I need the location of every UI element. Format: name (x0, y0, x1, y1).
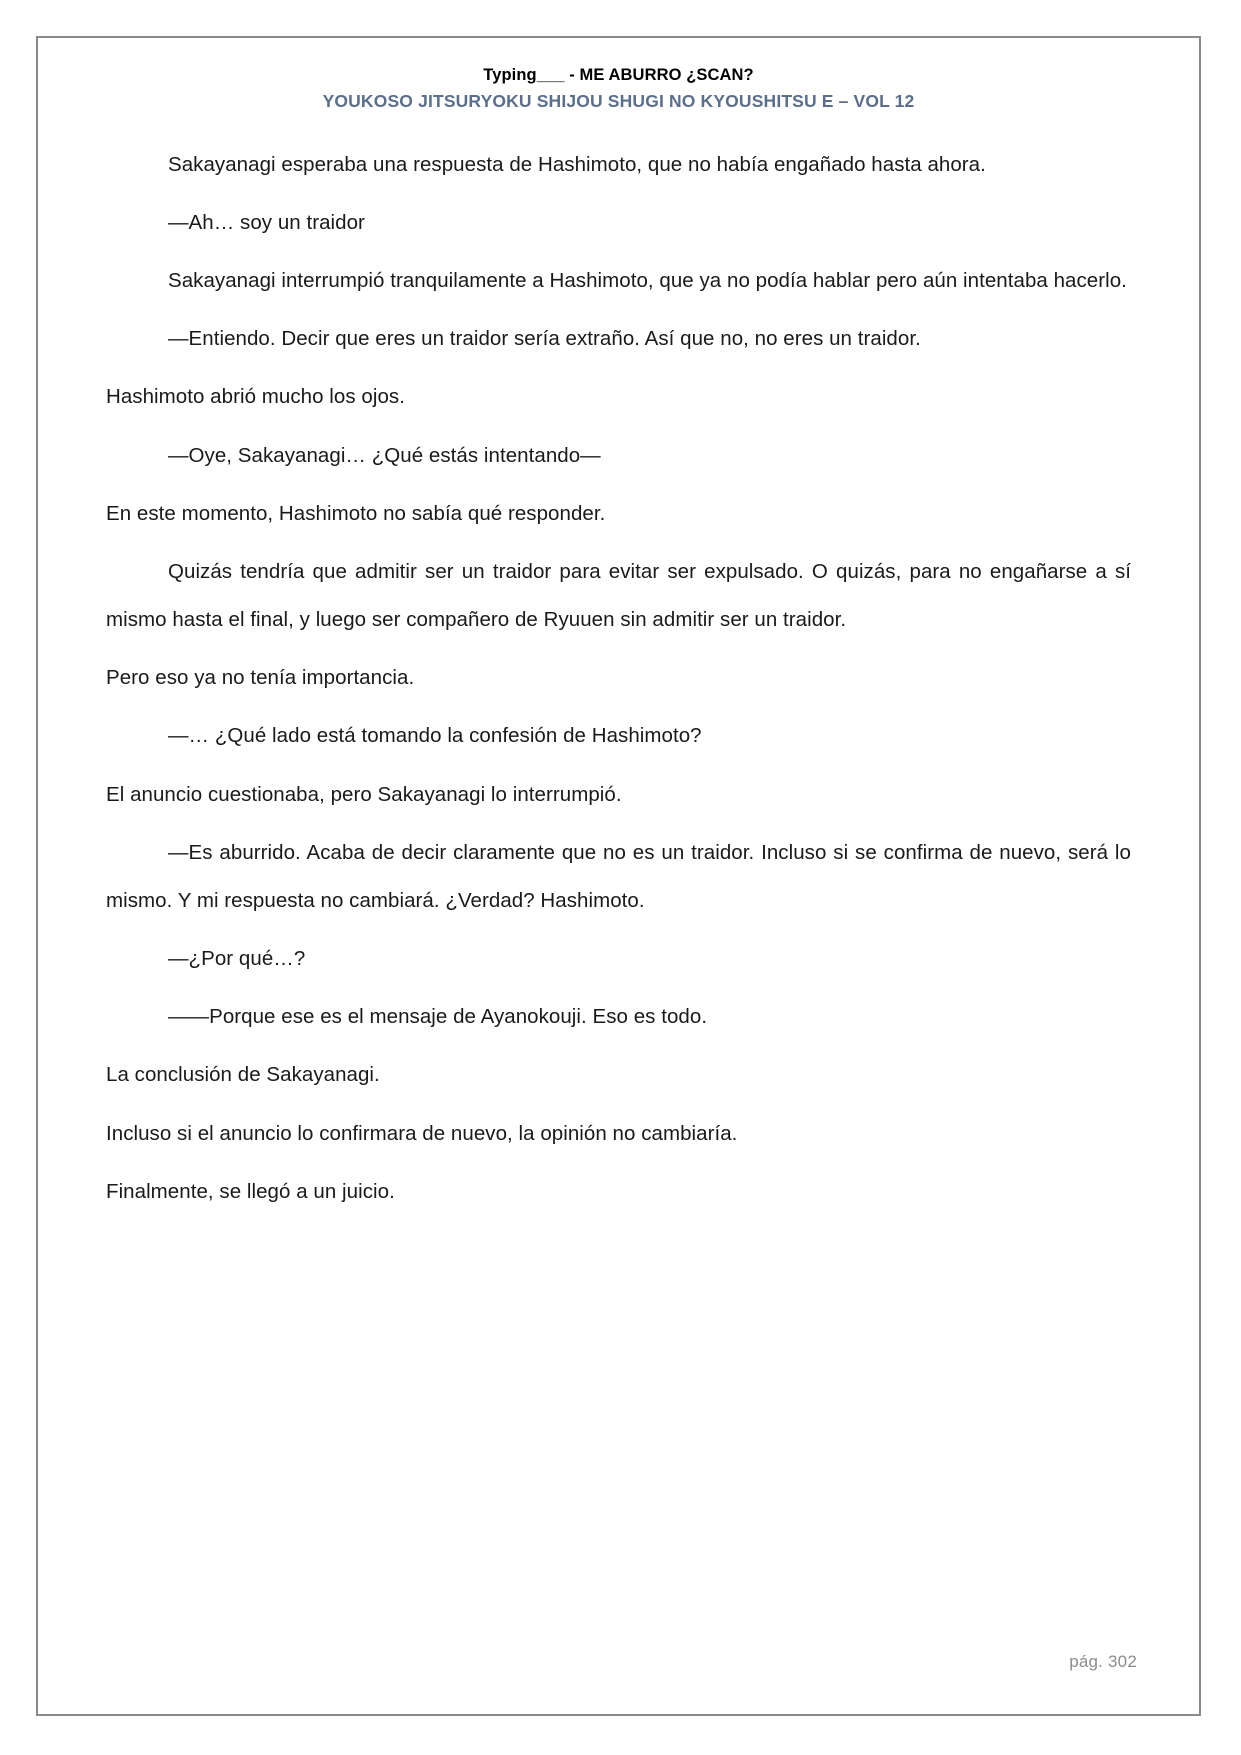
paragraph: El anuncio cuestionaba, pero Sakayanagi lo interrumpió. (106, 782, 622, 806)
paragraph: Incluso si el anuncio lo confirmara de nuevo, la opinión no cambiaría. (106, 1121, 738, 1145)
paragraph: La conclusión de Sakayanagi. (106, 1063, 380, 1087)
dialogue-line: —… ¿Qué lado está tomando la confesión de Hashimoto? (168, 724, 702, 748)
dialogue-line: ——Porque ese es el mensaje de Ayanokouji. Eso es todo. (168, 1005, 708, 1029)
paragraph: Hashimoto abrió mucho los ojos. (106, 385, 405, 409)
dialogue-line: —Ah… soy un traidor (168, 210, 365, 234)
paragraph: En este momento, Hashimoto no sabía qué responder. (106, 501, 606, 525)
dialogue-line: —¿Por qué…? (168, 947, 306, 971)
header-title-line: YOUKOSO JITSURYOKU SHIJOU SHUGI NO KYOUSHITSU E – VOL 12 (322, 91, 915, 112)
page-content-area (38, 38, 1199, 1714)
dialogue-line: —Es aburrido. Acaba de decir claramente que no es un traidor. Incluso si se confirma de nuevo, será lo mismo. Y mi respuesta no cambiará. ¿Verdad? Hashimoto. (106, 840, 1131, 912)
paragraph: Sakayanagi esperaba una respuesta de Hashimoto, que no había engañado hasta ahora. (168, 152, 986, 176)
header-credit-line: Typing___ - ME ABURRO ¿SCAN? (483, 66, 754, 84)
paragraph: Sakayanagi interrumpió tranquilamente a Hashimoto, que ya no podía hablar pero aún intentaba hacerlo. (168, 268, 1127, 292)
dialogue-line: —Oye, Sakayanagi… ¿Qué estás intentando— (168, 443, 601, 467)
dialogue-line: —Entiendo. Decir que eres un traidor sería extraño. Así que no, no eres un traidor. (168, 327, 921, 351)
document-page (36, 36, 1201, 1716)
paragraph: Pero eso ya no tenía importancia. (106, 666, 415, 690)
paragraph: Quizás tendría que admitir ser un traidor para evitar ser expulsado. O quizás, para no engañarse a sí mismo hasta el final, y luego ser compañero de Ryuuen sin admitir ser un traidor. (106, 559, 1131, 632)
paragraph: Finalmente, se llegó a un juicio. (106, 1179, 395, 1203)
page-number: pág. 302 (1069, 1652, 1137, 1671)
page-header (100, 64, 1137, 115)
body-text-block (100, 141, 1137, 1216)
